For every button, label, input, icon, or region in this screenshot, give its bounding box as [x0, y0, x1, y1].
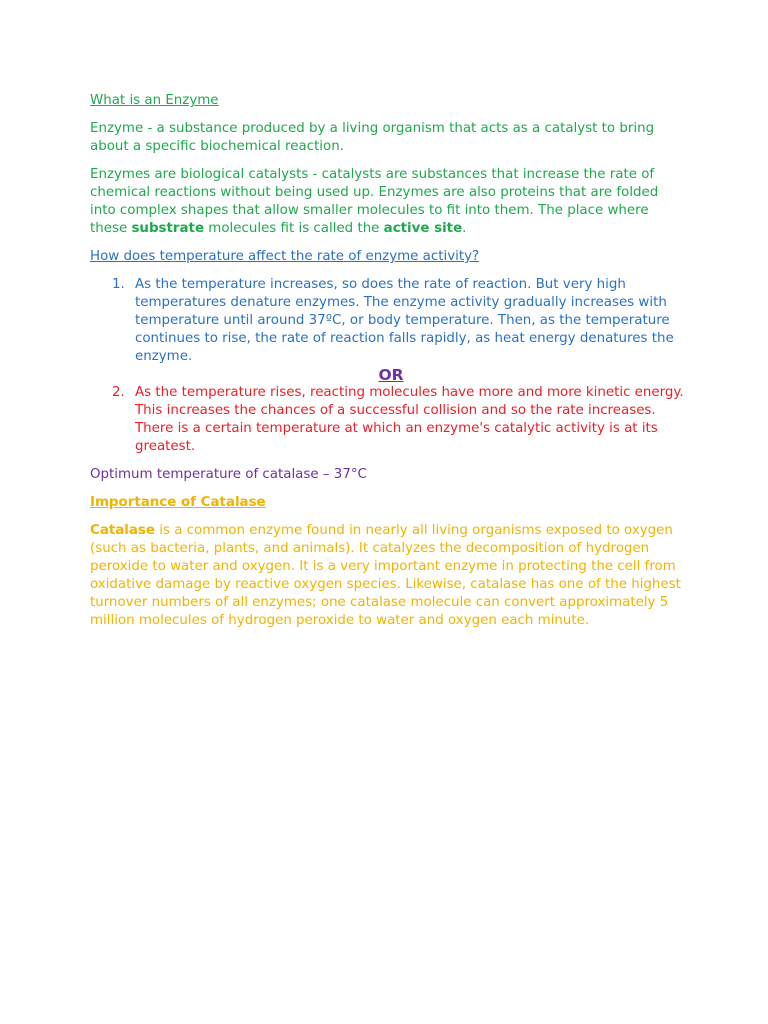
enzyme-description-text-a: Enzymes are biological catalysts - catalysts are substances that increase the rate of chemical reactions without being used up. Enzymes are also proteins that are folded into complex shapes that allow smaller molecules to fit into them. The place where these	[90, 167, 659, 236]
or-separator	[90, 366, 686, 384]
list-item	[90, 384, 686, 456]
catalase-term: Catalase	[90, 523, 155, 538]
list-item	[90, 276, 686, 366]
enzyme-description	[90, 166, 686, 238]
heading-what-is-enzyme: What is an Enzyme	[90, 93, 219, 108]
heading-importance-catalase: Importance of Catalase	[90, 495, 266, 510]
optimum-temperature: Optimum temperature of catalase – 37°C	[90, 467, 367, 482]
catalase-description	[90, 522, 686, 630]
heading-temperature-effect: How does temperature affect the rate of enzyme activity?	[90, 249, 480, 264]
enzyme-description-text-c: .	[462, 221, 467, 236]
document-body	[90, 92, 686, 640]
temperature-effect-list	[90, 276, 686, 456]
substrate-term: substrate	[131, 221, 205, 236]
list-item-number: 2.	[112, 385, 125, 400]
or-label: OR	[378, 366, 404, 384]
list-item-number: 1.	[112, 277, 125, 292]
enzyme-description-text-b: molecules fit is called the	[204, 221, 384, 236]
enzyme-definition: Enzyme - a substance produced by a living organism that acts as a catalyst to bring about a specific biochemical reaction.	[90, 121, 655, 154]
active-site-term: active site	[383, 221, 463, 236]
list-item-text: As the temperature rises, reacting molecules have more and more kinetic energy. This increases the chances of a successful collision and so the rate increases. There is a certain temperature at which an enzyme's catalytic activity is at its greatest.	[135, 385, 684, 454]
list-item-text: As the temperature increases, so does the rate of reaction. But very high temperatures denature enzymes. The enzyme activity gradually increases with temperature until around 37ºC, or body temperature. Then, as the temperature continues to rise, the rate of reaction falls rapidly, as heat energy denatures the enzyme.	[135, 277, 674, 364]
catalase-description-text: is a common enzyme found in nearly all living organisms exposed to oxygen (such as bacteria, plants, and animals). It catalyzes the decomposition of hydrogen peroxide to water and oxygen. It is a very important enzyme in protecting the cell from oxidative damage by reactive oxygen species. Likewise, catalase has one of the highest turnover numbers of all enzymes; one catalase molecule can convert approximately 5 million molecules of hydrogen peroxide to water and oxygen each minute.	[90, 523, 681, 628]
